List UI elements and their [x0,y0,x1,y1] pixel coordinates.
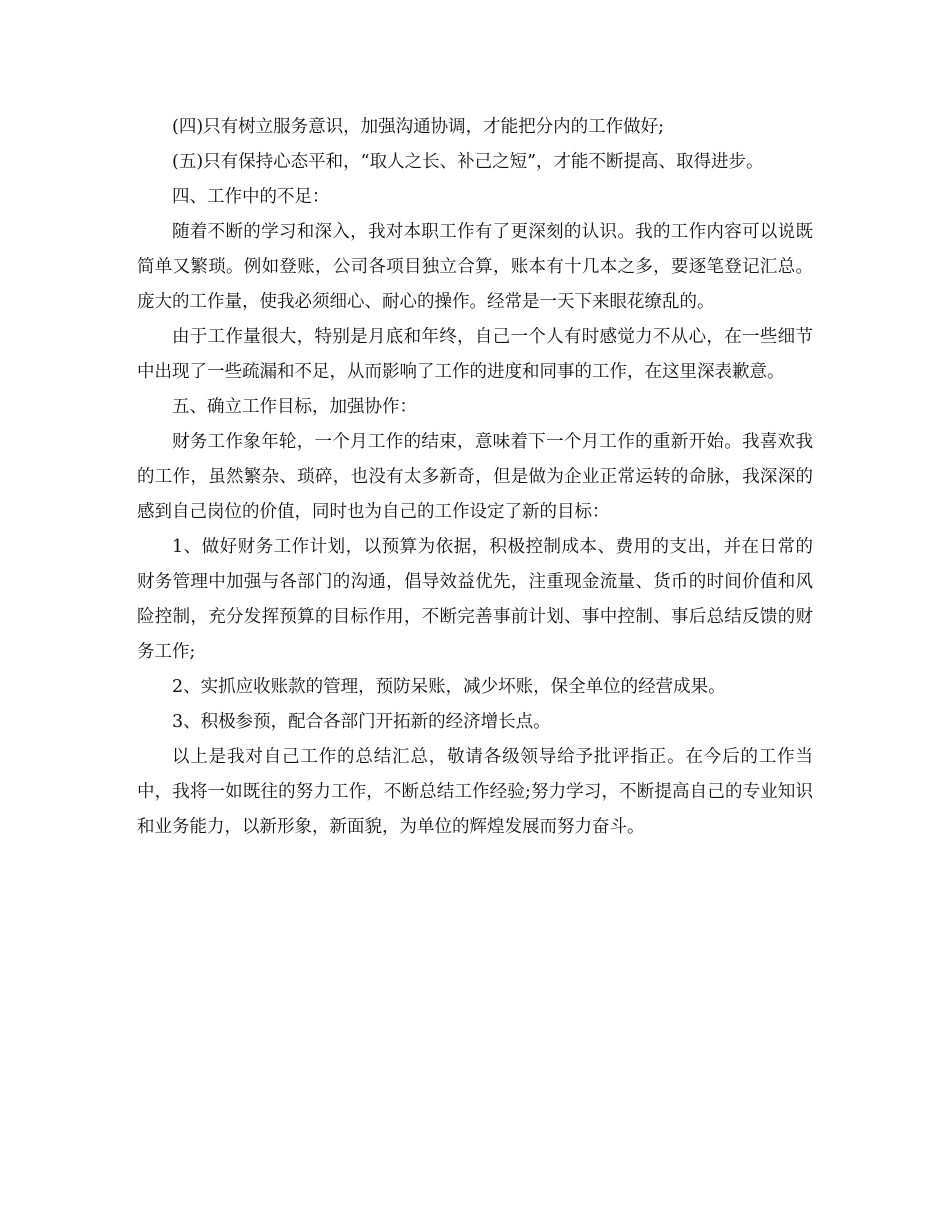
document-body [137,110,813,845]
list-item-plan: 1、做好财务工作计划，以预算为依据，积极控制成本、费用的支出，并在日常的财务管理中加强与各部门的沟通，倡导效益优先，注重现金流量、货币的时间价值和风险控制，充分发挥预算的目标作用，不断完善事前计划、事中控制、事后总结反馈的财务工作; [137,537,813,662]
list-item-receivables: 2、实抓应收账款的管理，预防呆账，减少坏账，保全单位的经营成果。 [172,677,726,697]
paragraph-work-content: 随着不断的学习和深入，我对本职工作有了更深刻的认识。我的工作内容可以说既简单又繁琐。例如登账，公司各项目独立合算，账本有十几本之多，要逐笔登记汇总。庞大的工作量，使我必须细心、耐心的操作。经常是一天下来眼花缭乱的。 [137,222,813,312]
paragraph-service-awareness: (四)只有树立服务意识，加强沟通协调，才能把分内的工作做好; [172,117,665,137]
section-heading-shortcomings: 四、工作中的不足： [172,187,330,207]
section-heading-goals: 五、确立工作目标，加强协作： [172,397,417,417]
paragraph-finance-work: 财务工作象年轮，一个月工作的结束，意味着下一个月工作的重新开始。我喜欢我的工作，虽然繁杂、琐碎，也没有太多新奇，但是做为企业正常运转的命脉，我深深的感到自己岗位的价值，同时也为自己的工作设定了新的目标： [137,432,813,522]
paragraph-conclusion: 以上是我对自己工作的总结汇总，敬请各级领导给予批评指正。在今后的工作当中，我将一如既往的努力工作，不断总结工作经验;努力学习，不断提高自己的专业知识和业务能力，以新形象，新面貌，为单位的辉煌发展而努力奋斗。 [137,747,813,837]
paragraph-calm-attitude: (五)只有保持心态平和，“取人之长、补己之短”，才能不断提高、取得进步。 [172,152,764,172]
list-item-growth: 3、积极参预，配合各部门开拓新的经济增长点。 [172,712,551,732]
paragraph-workload: 由于工作量很大，特别是月底和年终，自己一个人有时感觉力不从心，在一些细节中出现了一些疏漏和不足，从而影响了工作的进度和同事的工作，在这里深表歉意。 [137,327,813,382]
